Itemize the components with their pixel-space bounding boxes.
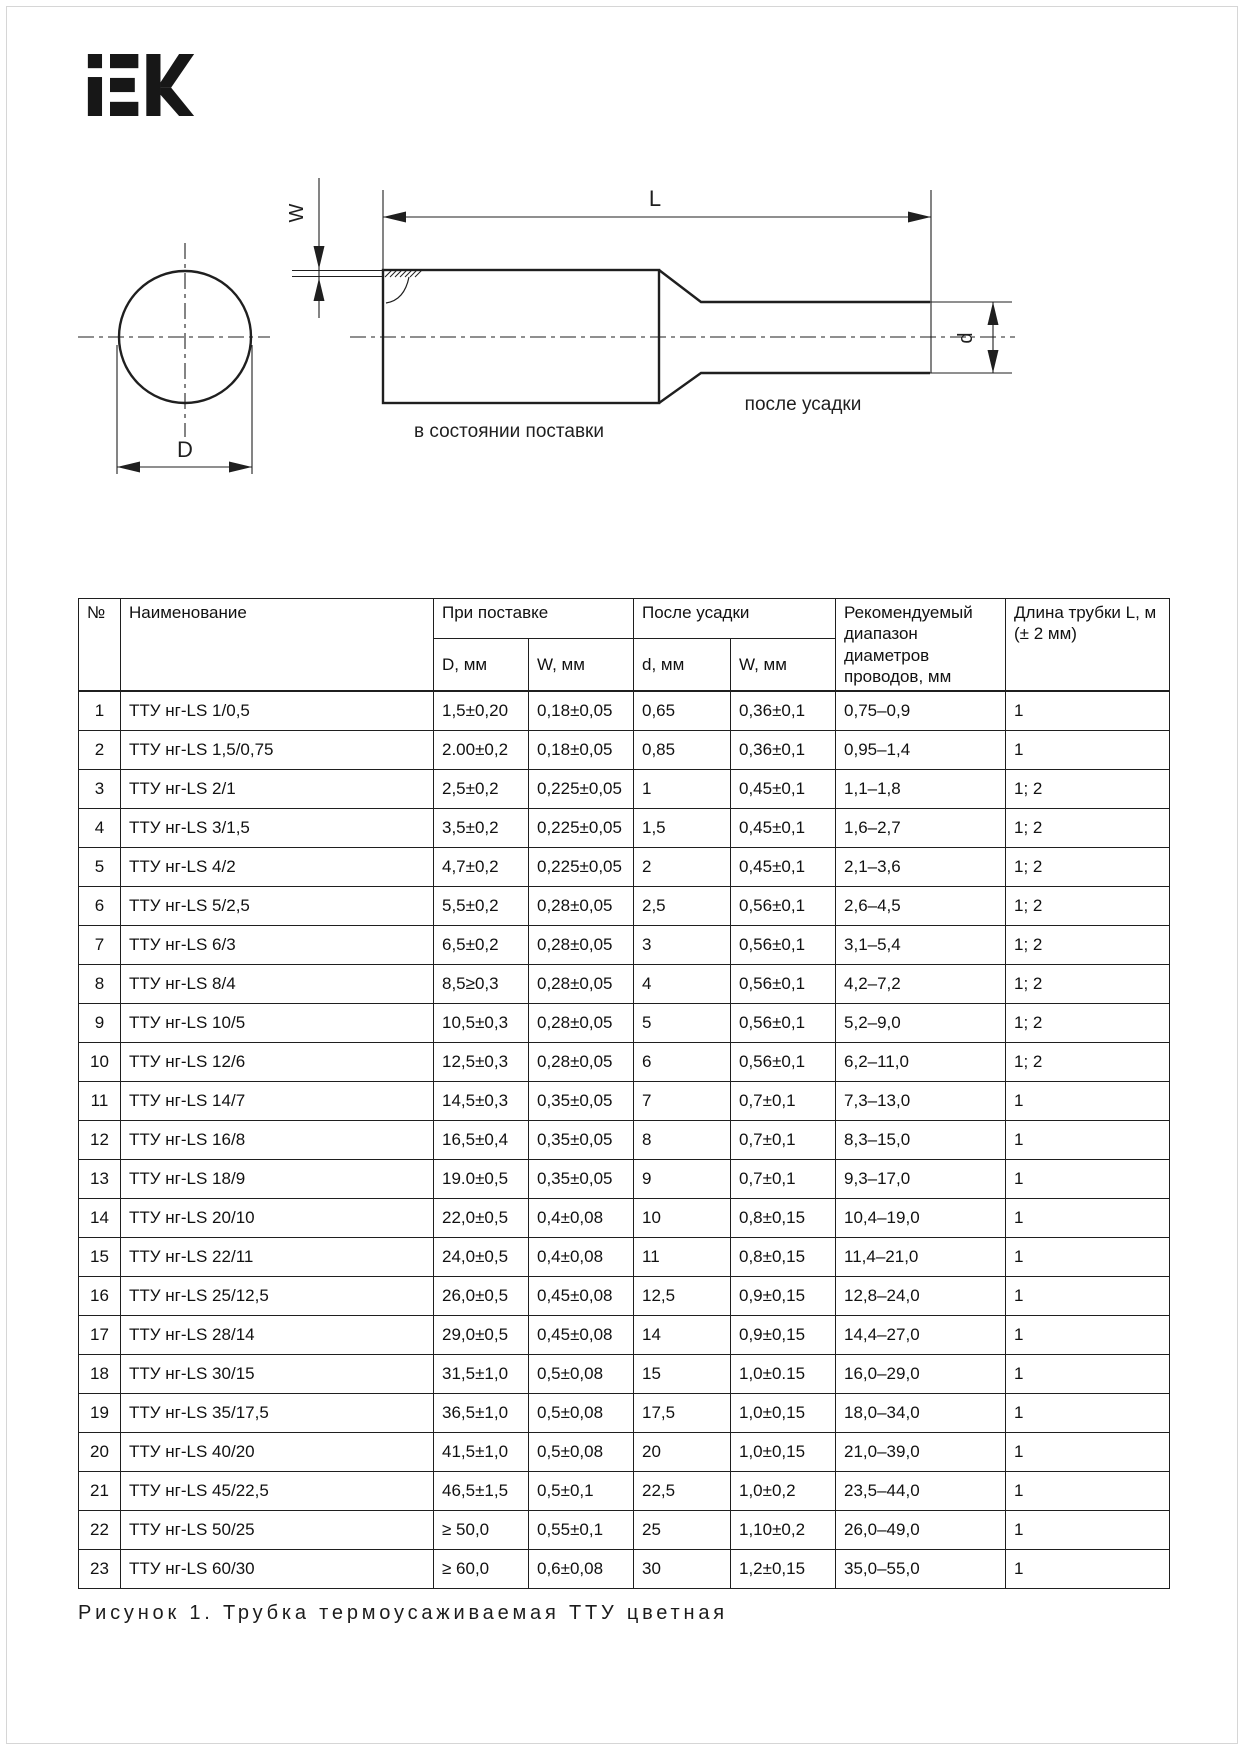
table-cell: 2,5: [634, 886, 731, 925]
table-cell: 0,28±0,05: [529, 886, 634, 925]
table-cell: 9: [634, 1159, 731, 1198]
table-cell: ТТУ нг-LS 40/20: [121, 1432, 434, 1471]
table-cell: 21: [79, 1471, 121, 1510]
table-cell: ТТУ нг-LS 60/30: [121, 1549, 434, 1588]
table-cell: 1,2±0,15: [731, 1549, 836, 1588]
table-cell: ≥ 60,0: [434, 1549, 529, 1588]
table-cell: 1,0±0,15: [731, 1432, 836, 1471]
table-cell: 0,28±0,05: [529, 925, 634, 964]
table-cell: 35,0–55,0: [836, 1549, 1006, 1588]
header-num: №: [79, 599, 121, 691]
table-cell: ТТУ нг-LS 28/14: [121, 1315, 434, 1354]
table-cell: 0,5±0,08: [529, 1393, 634, 1432]
table-cell: 16,5±0,4: [434, 1120, 529, 1159]
table-cell: 5: [634, 1003, 731, 1042]
table-cell: 22,5: [634, 1471, 731, 1510]
side-view-tube: [292, 190, 1015, 403]
table-row: [79, 1237, 1170, 1276]
table-row: [79, 847, 1170, 886]
table-cell: 22,0±0,5: [434, 1198, 529, 1237]
table-cell: 14,4–27,0: [836, 1315, 1006, 1354]
table-cell: ТТУ нг-LS 45/22,5: [121, 1471, 434, 1510]
iek-logo: [84, 54, 198, 116]
table-cell: 1,0±0,15: [731, 1393, 836, 1432]
table-cell: 11,4–21,0: [836, 1237, 1006, 1276]
table-cell: 1,10±0,2: [731, 1510, 836, 1549]
table-cell: 12,5±0,3: [434, 1042, 529, 1081]
table-cell: 1,5: [634, 808, 731, 847]
dimension-W: [286, 178, 325, 318]
table-cell: 12,8–24,0: [836, 1276, 1006, 1315]
table-cell: 0,75–0,9: [836, 691, 1006, 731]
table-cell: 0,45±0,1: [731, 808, 836, 847]
table-cell: 0,56±0,1: [731, 925, 836, 964]
table-cell: 10,5±0,3: [434, 1003, 529, 1042]
table-cell: 4,7±0,2: [434, 847, 529, 886]
table-cell: 3: [79, 769, 121, 808]
table-cell: 0,28±0,05: [529, 1003, 634, 1042]
header-name: Наименование: [121, 599, 434, 691]
table-cell: 1: [1006, 1510, 1170, 1549]
table-cell: 1: [1006, 1159, 1170, 1198]
table-cell: 46,5±1,5: [434, 1471, 529, 1510]
table-cell: 0,5±0,08: [529, 1354, 634, 1393]
table-cell: 4,2–7,2: [836, 964, 1006, 1003]
table-cell: 0,35±0,05: [529, 1120, 634, 1159]
table-cell: 1: [1006, 1549, 1170, 1588]
table-cell: 15: [634, 1354, 731, 1393]
table-cell: 0,65: [634, 691, 731, 731]
table-cell: 25: [634, 1510, 731, 1549]
table-cell: ТТУ нг-LS 18/9: [121, 1159, 434, 1198]
table-cell: 0,7±0,1: [731, 1159, 836, 1198]
table-cell: 0,95–1,4: [836, 730, 1006, 769]
table-cell: 1; 2: [1006, 925, 1170, 964]
table-cell: ТТУ нг-LS 35/17,5: [121, 1393, 434, 1432]
table-cell: 18: [79, 1354, 121, 1393]
table-cell: 12: [79, 1120, 121, 1159]
table-cell: 6,5±0,2: [434, 925, 529, 964]
table-row: [79, 769, 1170, 808]
table-cell: 6: [634, 1042, 731, 1081]
table-cell: 1; 2: [1006, 1042, 1170, 1081]
table-cell: 0,18±0,05: [529, 691, 634, 731]
table-cell: 0,45±0,1: [731, 847, 836, 886]
table-cell: 16,0–29,0: [836, 1354, 1006, 1393]
table-cell: ТТУ нг-LS 2/1: [121, 769, 434, 808]
table-cell: 3,1–5,4: [836, 925, 1006, 964]
dimension-L: [383, 186, 931, 223]
table-row: [79, 925, 1170, 964]
spec-table-header: [79, 599, 1170, 691]
table-cell: 14: [79, 1198, 121, 1237]
table-cell: 10,4–19,0: [836, 1198, 1006, 1237]
table-cell: ТТУ нг-LS 4/2: [121, 847, 434, 886]
table-cell: ТТУ нг-LS 12/6: [121, 1042, 434, 1081]
table-row: [79, 1393, 1170, 1432]
dim-label-L: L: [648, 186, 662, 211]
table-cell: 0,18±0,05: [529, 730, 634, 769]
table-row: [79, 1354, 1170, 1393]
table-cell: 26,0–49,0: [836, 1510, 1006, 1549]
figure-caption: Рисунок 1. Трубка термоусаживаемая ТТУ цветная: [78, 1602, 728, 1624]
table-cell: 10: [79, 1042, 121, 1081]
table-cell: 31,5±1,0: [434, 1354, 529, 1393]
table-row: [79, 1003, 1170, 1042]
table-cell: 14: [634, 1315, 731, 1354]
table-cell: 6,2–11,0: [836, 1042, 1006, 1081]
table-cell: 2,1–3,6: [836, 847, 1006, 886]
table-cell: 1; 2: [1006, 1003, 1170, 1042]
spec-table-body: [79, 691, 1170, 1589]
table-cell: 1; 2: [1006, 886, 1170, 925]
table-cell: 4: [634, 964, 731, 1003]
table-cell: 0,45±0,08: [529, 1315, 634, 1354]
table-cell: 1: [1006, 1081, 1170, 1120]
table-cell: 0,8±0,15: [731, 1237, 836, 1276]
table-cell: 30: [634, 1549, 731, 1588]
table-cell: 0,28±0,05: [529, 1042, 634, 1081]
table-cell: 3,5±0,2: [434, 808, 529, 847]
table-cell: 20: [634, 1432, 731, 1471]
table-cell: ТТУ нг-LS 1,5/0,75: [121, 730, 434, 769]
table-cell: 11: [634, 1237, 731, 1276]
table-cell: 1: [1006, 1432, 1170, 1471]
table-cell: 1,0±0,2: [731, 1471, 836, 1510]
table-cell: 29,0±0,5: [434, 1315, 529, 1354]
table-row: [79, 1471, 1170, 1510]
table-cell: 24,0±0,5: [434, 1237, 529, 1276]
table-cell: 0,5±0,08: [529, 1432, 634, 1471]
table-cell: 1,6–2,7: [836, 808, 1006, 847]
table-cell: 0,45±0,1: [731, 769, 836, 808]
table-row: [79, 1432, 1170, 1471]
table-cell: 2: [79, 730, 121, 769]
table-cell: 8: [79, 964, 121, 1003]
table-cell: 1: [1006, 1393, 1170, 1432]
label-after-shrink: после усадки: [744, 394, 862, 415]
table-cell: 0,225±0,05: [529, 769, 634, 808]
table-cell: 0,45±0,08: [529, 1276, 634, 1315]
table-cell: 1; 2: [1006, 847, 1170, 886]
table-cell: 0,56±0,1: [731, 1042, 836, 1081]
table-cell: 1; 2: [1006, 808, 1170, 847]
iek-logo-glyphs: [88, 54, 194, 116]
table-cell: 41,5±1,0: [434, 1432, 529, 1471]
table-cell: 0,85: [634, 730, 731, 769]
table-cell: 1: [1006, 1471, 1170, 1510]
table-cell: 1,5±0,20: [434, 691, 529, 731]
table-cell: ТТУ нг-LS 5/2,5: [121, 886, 434, 925]
table-cell: 7,3–13,0: [836, 1081, 1006, 1120]
dim-label-d: d: [955, 332, 977, 344]
table-cell: ТТУ нг-LS 8/4: [121, 964, 434, 1003]
table-cell: 14,5±0,3: [434, 1081, 529, 1120]
table-cell: ТТУ нг-LS 16/8: [121, 1120, 434, 1159]
dim-label-W: W: [286, 203, 308, 223]
table-cell: 1,1–1,8: [836, 769, 1006, 808]
table-cell: 3: [634, 925, 731, 964]
header-at-supply: При поставке: [434, 599, 634, 639]
table-cell: 0,35±0,05: [529, 1159, 634, 1198]
table-cell: ТТУ нг-LS 20/10: [121, 1198, 434, 1237]
table-cell: 0,4±0,08: [529, 1198, 634, 1237]
table-row: [79, 1081, 1170, 1120]
table-cell: 23,5–44,0: [836, 1471, 1006, 1510]
table-cell: 1; 2: [1006, 769, 1170, 808]
table-cell: 2: [634, 847, 731, 886]
table-cell: 0,8±0,15: [731, 1198, 836, 1237]
table-cell: 23: [79, 1549, 121, 1588]
table-cell: 0,6±0,08: [529, 1549, 634, 1588]
table-cell: 21,0–39,0: [836, 1432, 1006, 1471]
table-cell: ТТУ нг-LS 3/1,5: [121, 808, 434, 847]
table-cell: 12,5: [634, 1276, 731, 1315]
header-W-supply: W, мм: [529, 639, 634, 691]
table-cell: 8,3–15,0: [836, 1120, 1006, 1159]
table-cell: 0,9±0,15: [731, 1276, 836, 1315]
table-cell: 1: [1006, 691, 1170, 731]
table-cell: 17: [79, 1315, 121, 1354]
table-cell: 15: [79, 1237, 121, 1276]
table-cell: 7: [634, 1081, 731, 1120]
table-row: [79, 691, 1170, 731]
table-cell: 1,0±0.15: [731, 1354, 836, 1393]
table-row: [79, 1120, 1170, 1159]
table-cell: 4: [79, 808, 121, 847]
table-cell: 0,28±0,05: [529, 964, 634, 1003]
table-cell: 26,0±0,5: [434, 1276, 529, 1315]
table-row: [79, 1510, 1170, 1549]
table-cell: 0,7±0,1: [731, 1120, 836, 1159]
table-cell: 13: [79, 1159, 121, 1198]
table-cell: ≥ 50,0: [434, 1510, 529, 1549]
table-cell: ТТУ нг-LS 30/15: [121, 1354, 434, 1393]
header-d-shrunk: d, мм: [634, 639, 731, 691]
table-cell: 5,2–9,0: [836, 1003, 1006, 1042]
table-row: [79, 1549, 1170, 1588]
table-row: [79, 1276, 1170, 1315]
table-cell: 10: [634, 1198, 731, 1237]
table-cell: 9: [79, 1003, 121, 1042]
table-cell: 1: [1006, 1315, 1170, 1354]
table-cell: 1: [1006, 1354, 1170, 1393]
table-cell: 0,36±0,1: [731, 691, 836, 731]
table-cell: 0,7±0,1: [731, 1081, 836, 1120]
table-cell: 1: [1006, 1237, 1170, 1276]
table-row: [79, 1198, 1170, 1237]
table-cell: 0,4±0,08: [529, 1237, 634, 1276]
table-cell: 6: [79, 886, 121, 925]
table-cell: 1: [1006, 1276, 1170, 1315]
table-row: [79, 1042, 1170, 1081]
table-cell: 0,9±0,15: [731, 1315, 836, 1354]
header-length: Длина трубки L, м (± 2 мм): [1006, 599, 1170, 691]
flare-curve: [386, 277, 409, 303]
table-cell: 19.0±0,5: [434, 1159, 529, 1198]
table-cell: 1; 2: [1006, 964, 1170, 1003]
table-cell: 2,6–4,5: [836, 886, 1006, 925]
table-cell: 1: [1006, 1198, 1170, 1237]
table-cell: 2.00±0,2: [434, 730, 529, 769]
table-cell: ТТУ нг-LS 50/25: [121, 1510, 434, 1549]
table-row: [79, 1159, 1170, 1198]
table-cell: 0,225±0,05: [529, 808, 634, 847]
header-W-shrunk: W, мм: [731, 639, 836, 691]
table-row: [79, 886, 1170, 925]
spec-table: [78, 598, 1170, 1589]
table-cell: 2,5±0,2: [434, 769, 529, 808]
table-cell: 11: [79, 1081, 121, 1120]
table-cell: ТТУ нг-LS 6/3: [121, 925, 434, 964]
table-cell: 18,0–34,0: [836, 1393, 1006, 1432]
table-cell: 0,5±0,1: [529, 1471, 634, 1510]
table-cell: 1: [634, 769, 731, 808]
front-view-circle: [78, 243, 270, 437]
table-cell: 1: [79, 691, 121, 731]
table-row: [79, 964, 1170, 1003]
header-D-supply: D, мм: [434, 639, 529, 691]
dim-label-D: D: [177, 437, 193, 462]
table-cell: 8,5≥0,3: [434, 964, 529, 1003]
table-row: [79, 1315, 1170, 1354]
table-cell: 5: [79, 847, 121, 886]
label-as-supplied: в состоянии поставки: [414, 421, 604, 442]
table-cell: ТТУ нг-LS 25/12,5: [121, 1276, 434, 1315]
table-cell: 0,225±0,05: [529, 847, 634, 886]
table-cell: 5,5±0,2: [434, 886, 529, 925]
table-cell: 36,5±1,0: [434, 1393, 529, 1432]
table-cell: 16: [79, 1276, 121, 1315]
table-cell: 0,56±0,1: [731, 964, 836, 1003]
table-cell: 0,56±0,1: [731, 886, 836, 925]
table-cell: 9,3–17,0: [836, 1159, 1006, 1198]
table-cell: ТТУ нг-LS 14/7: [121, 1081, 434, 1120]
table-cell: 8: [634, 1120, 731, 1159]
table-cell: ТТУ нг-LS 1/0,5: [121, 691, 434, 731]
table-cell: 0,36±0,1: [731, 730, 836, 769]
table-cell: 1: [1006, 730, 1170, 769]
table-row: [79, 808, 1170, 847]
header-after-shrink: После усадки: [634, 599, 836, 639]
table-cell: 17,5: [634, 1393, 731, 1432]
table-cell: 20: [79, 1432, 121, 1471]
table-cell: ТТУ нг-LS 22/11: [121, 1237, 434, 1276]
table-cell: 22: [79, 1510, 121, 1549]
header-range: Рекомендуемый диапазон диаметров проводов, мм: [836, 599, 1006, 691]
table-cell: 19: [79, 1393, 121, 1432]
table-cell: 0,55±0,1: [529, 1510, 634, 1549]
table-row: [79, 730, 1170, 769]
table-cell: 1: [1006, 1120, 1170, 1159]
technical-drawing: [0, 140, 1244, 500]
table-cell: 0,56±0,1: [731, 1003, 836, 1042]
table-cell: ТТУ нг-LS 10/5: [121, 1003, 434, 1042]
table-cell: 0,35±0,05: [529, 1081, 634, 1120]
table-cell: 7: [79, 925, 121, 964]
